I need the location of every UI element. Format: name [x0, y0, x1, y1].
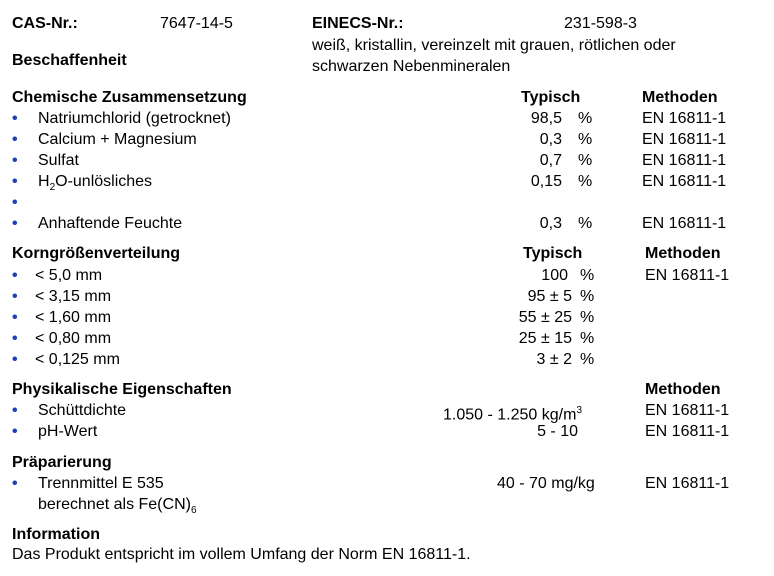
chem-row-method: EN 16811-1: [642, 173, 727, 190]
grain-col-typical: Typisch: [523, 245, 583, 262]
bullet-icon: •: [12, 173, 18, 190]
grain-row-label: < 0,80 mm: [35, 330, 112, 347]
grain-row-unit: %: [580, 309, 595, 326]
appearance-text-2: schwarzen Nebenmineralen: [312, 58, 511, 75]
grain-row-label: < 0,125 mm: [35, 351, 120, 368]
grain-row-method: EN 16811-1: [645, 267, 730, 284]
prep-row-method: EN 16811-1: [645, 475, 730, 492]
bullet-icon: •: [12, 423, 18, 440]
chem-section-title: Chemische Zusammensetzung: [12, 89, 247, 106]
grain-row-value: 55 ± 25: [518, 309, 572, 326]
einecs-value: 231-598-3: [564, 15, 637, 32]
chem-row-label: Anhaftende Feuchte: [38, 215, 183, 232]
grain-row-label: < 1,60 mm: [35, 309, 112, 326]
chem-row-label: Calcium + Magnesium: [38, 131, 197, 148]
chem-row-value: 98,5: [530, 110, 562, 127]
bullet-icon: •: [12, 267, 18, 284]
info-text: Das Produkt entspricht im vollem Umfang der Norm EN 16811-1.: [12, 546, 471, 563]
chem-row-label: Sulfat: [38, 152, 79, 169]
phys-row-value: 1.050 - 1.250 $kg/m^3$: [443, 405, 582, 424]
bullet-icon: •: [12, 351, 18, 368]
cas-label: CAS-Nr.:: [12, 15, 78, 32]
chem-row-method: EN 16811-1: [642, 131, 727, 148]
info-section-title: Information: [12, 526, 100, 543]
bullet-icon: •: [12, 110, 18, 127]
bullet-icon: •: [12, 475, 18, 492]
grain-row-unit: %: [580, 288, 595, 305]
prep-row-value: 40 - 70 mg/kg: [497, 475, 595, 492]
phys-col-methods: Methoden: [645, 381, 721, 398]
chem-row-unit: %: [578, 215, 593, 232]
bullet-icon: •: [12, 402, 18, 419]
chem-row-method: EN 16811-1: [642, 215, 727, 232]
prep-row-sublabel: berechnet als $Fe(CN)_6$: [38, 496, 197, 517]
bullet-icon: •: [12, 288, 18, 305]
bullet-icon: •: [12, 152, 18, 169]
grain-section-title: Korngrößenverteilung: [12, 245, 181, 262]
chem-row-label: $H_2O$-unlösliches: [38, 173, 153, 194]
chem-row-value: 0,3: [539, 131, 562, 148]
prep-row-label: Trennmittel E 535: [38, 475, 164, 492]
grain-row-value: 25 ± 15: [518, 330, 572, 347]
phys-row-method: EN 16811-1: [645, 423, 730, 440]
bullet-icon: •: [12, 215, 18, 232]
chem-row-method: EN 16811-1: [642, 152, 727, 169]
phys-row-label: Schüttdichte: [38, 402, 127, 419]
appearance-text-1: weiß, kristallin, vereinzelt mit grauen, rötlichen oder: [312, 37, 676, 54]
chem-row-unit: %: [578, 173, 593, 190]
chem-row-value: 0,3: [539, 215, 562, 232]
chem-row-value: 0,7: [539, 152, 562, 169]
prep-section-title: Präparierung: [12, 454, 112, 471]
grain-col-methods: Methoden: [645, 245, 721, 262]
bullet-icon: •: [12, 194, 18, 211]
chem-col-methods: Methoden: [642, 89, 718, 106]
grain-row-label: < 3,15 mm: [35, 288, 112, 305]
grain-row-value: 95 ± 5: [527, 288, 572, 305]
bullet-icon: •: [12, 330, 18, 347]
phys-row-method: EN 16811-1: [645, 402, 730, 419]
appearance-label: Beschaffenheit: [12, 52, 127, 69]
chem-row-method: EN 16811-1: [642, 110, 727, 127]
phys-row-value: 5 - 10: [537, 423, 578, 440]
grain-row-value: 100: [541, 267, 568, 284]
chem-row-label: Natriumchlorid (getrocknet): [38, 110, 231, 127]
chem-row-unit: %: [578, 131, 593, 148]
grain-row-label: < 5,0 mm: [35, 267, 103, 284]
chem-row-unit: %: [578, 110, 593, 127]
grain-row-unit: %: [580, 267, 595, 284]
phys-row-label: pH-Wert: [38, 423, 98, 440]
phys-section-title: Physikalische Eigenschaften: [12, 381, 232, 398]
grain-row-unit: %: [580, 330, 595, 347]
grain-row-unit: %: [580, 351, 595, 368]
chem-col-typical: Typisch: [521, 89, 581, 106]
bullet-icon: •: [12, 131, 18, 148]
cas-value: 7647-14-5: [160, 15, 233, 32]
chem-row-value: 0,15: [530, 173, 562, 190]
bullet-icon: •: [12, 309, 18, 326]
einecs-label: EINECS-Nr.:: [312, 15, 404, 32]
grain-row-value: 3 ± 2: [536, 351, 572, 368]
chem-row-unit: %: [578, 152, 593, 169]
